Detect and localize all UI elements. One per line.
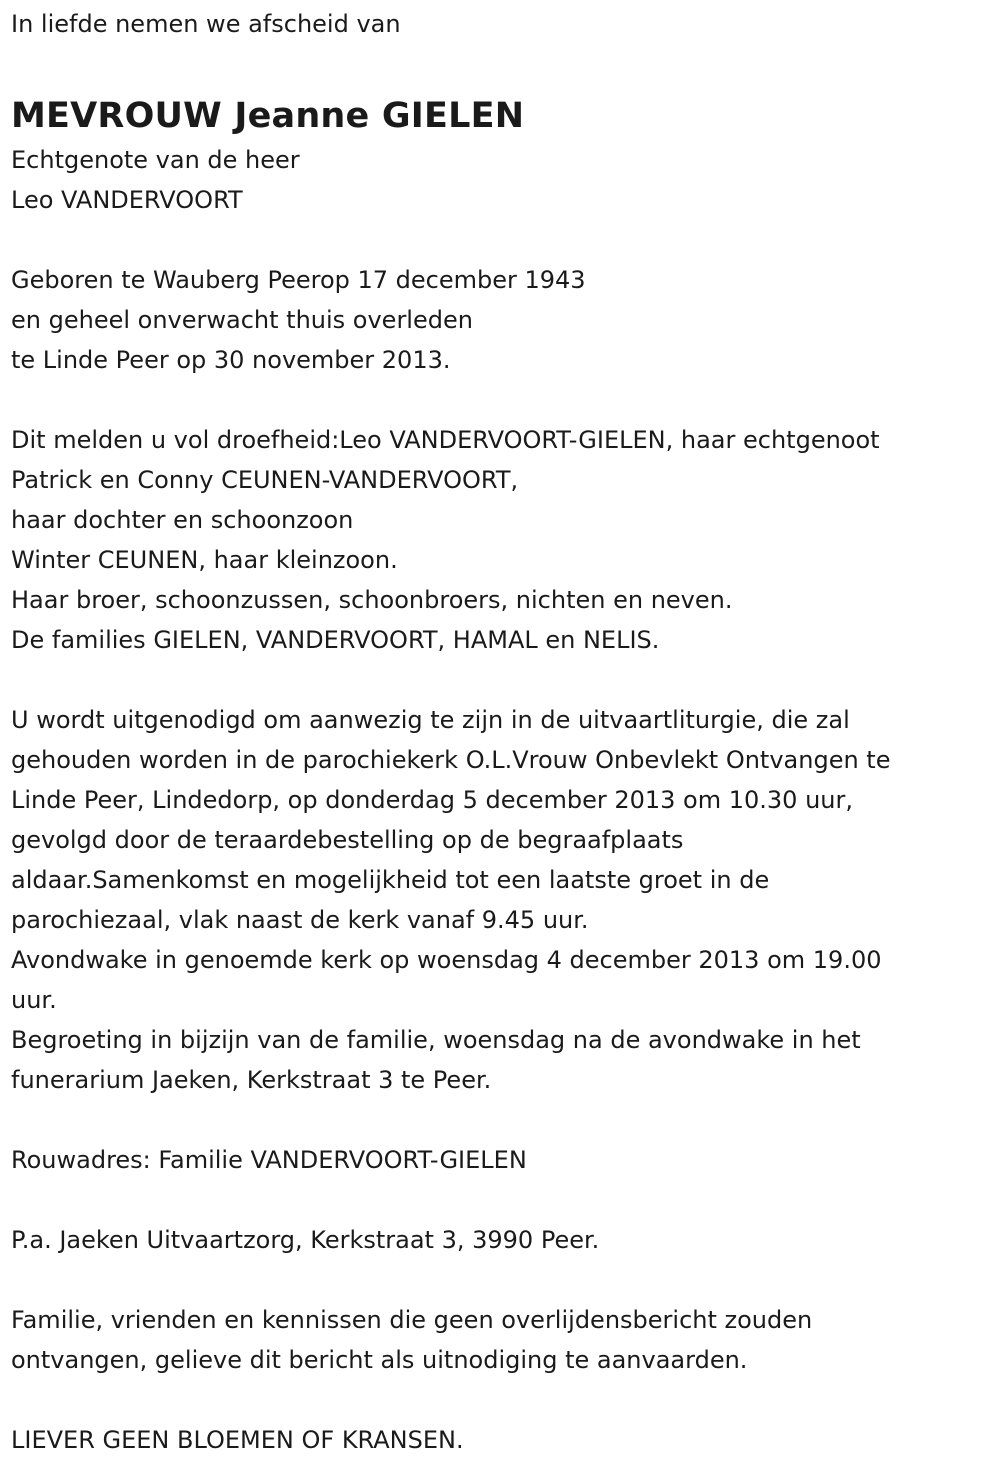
family-line: Haar broer, schoonzussen, schoonbroers, nichten en neven. <box>11 586 733 614</box>
mourning-address: Rouwadres: Familie VANDERVOORT-GIELEN <box>11 1146 527 1174</box>
care-of-address: P.a. Jaeken Uitvaartzorg, Kerkstraat 3, 3990 Peer. <box>11 1226 600 1254</box>
family-line: De families GIELEN, VANDERVOORT, HAMAL en NELIS. <box>11 626 660 654</box>
ceremony-line: U wordt uitgenodigd om aanwezig te zijn in de uitvaartliturgie, die zal <box>11 706 850 734</box>
death-notice <box>11 0 991 1460</box>
birth-death-line: en geheel onverwacht thuis overleden <box>11 306 473 334</box>
ceremony-line: funerarium Jaeken, Kerkstraat 3 te Peer. <box>11 1066 492 1094</box>
spacer <box>11 1380 991 1420</box>
ceremony-line: gehouden worden in de parochiekerk O.L.Vrouw Onbevlekt Ontvangen te <box>11 746 891 774</box>
family-line: haar dochter en schoonzoon <box>11 506 354 534</box>
spacer <box>11 44 991 84</box>
family-line: Patrick en Conny CEUNEN-VANDERVOORT, <box>11 466 519 494</box>
spacer <box>11 1180 991 1220</box>
spacer <box>11 220 991 260</box>
spacer <box>11 1260 991 1300</box>
birth-death-line: Geboren te Wauberg Peerop 17 december 1943 <box>11 266 586 294</box>
intro-line: In liefde nemen we afscheid van <box>11 10 401 38</box>
ceremony-line: Begroeting in bijzijn van de familie, woensdag na de avondwake in het <box>11 1026 861 1054</box>
ceremony-line: aldaar.Samenkomst en mogelijkheid tot een laatste groet in de <box>11 866 770 894</box>
ceremony-line: uur. <box>11 986 57 1014</box>
spouse-line: Leo VANDERVOORT <box>11 186 243 214</box>
deceased-name: MEVROUW Jeanne GIELEN <box>11 96 525 136</box>
spacer <box>11 660 991 700</box>
invitation-line: ontvangen, gelieve dit bericht als uitnodiging te aanvaarden. <box>11 1346 748 1374</box>
family-line: Winter CEUNEN, haar kleinzoon. <box>11 546 398 574</box>
birth-death-line: te Linde Peer op 30 november 2013. <box>11 346 451 374</box>
no-flowers-line: LIEVER GEEN BLOEMEN OF KRANSEN. <box>11 1426 464 1454</box>
spouse-line: Echtgenote van de heer <box>11 146 300 174</box>
spacer <box>11 1100 991 1140</box>
family-line: Dit melden u vol droefheid:Leo VANDERVOORT-GIELEN, haar echtgenoot <box>11 426 880 454</box>
spacer <box>11 380 991 420</box>
ceremony-line: parochiezaal, vlak naast de kerk vanaf 9.45 uur. <box>11 906 589 934</box>
ceremony-line: gevolgd door de teraardebestelling op de begraafplaats <box>11 826 684 854</box>
ceremony-line: Avondwake in genoemde kerk op woensdag 4 december 2013 om 19.00 <box>11 946 882 974</box>
invitation-line: Familie, vrienden en kennissen die geen overlijdensbericht zouden <box>11 1306 813 1334</box>
ceremony-line: Linde Peer, Lindedorp, op donderdag 5 december 2013 om 10.30 uur, <box>11 786 853 814</box>
